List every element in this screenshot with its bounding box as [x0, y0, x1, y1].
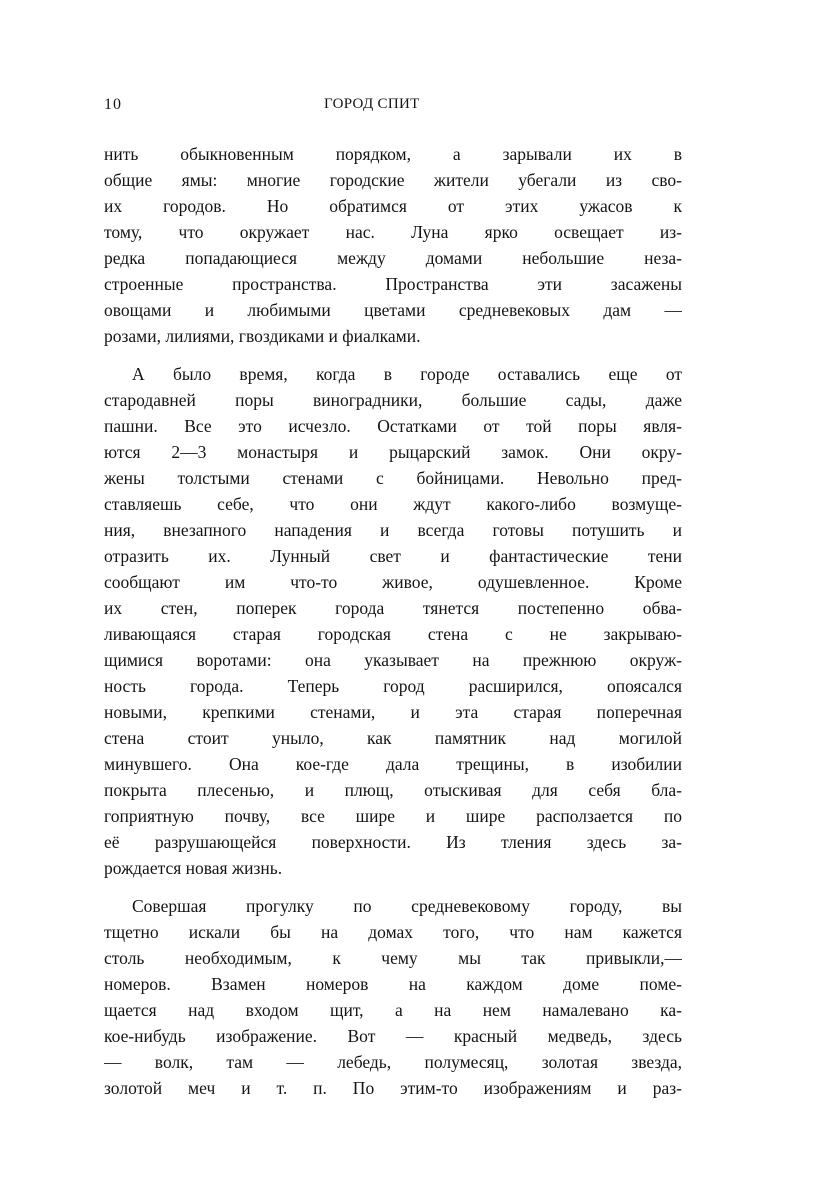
text-line: гоприятную почву, все шире и шире расползается по [104, 806, 682, 826]
text-line: стародавней поры виноградники, большие сады, даже [104, 390, 682, 410]
text-line: отразить их. Лунный свет и фантастические тени [104, 546, 682, 566]
text-line: ются 2—3 монастыря и рыцарский замок. Они окру- [104, 442, 682, 462]
text-line: — волк, там — лебедь, полумесяц, золотая звезда, [104, 1052, 682, 1072]
text-line: ставляешь себе, что они ждут какого-либо возмуще- [104, 494, 682, 514]
text-line: номеров. Взамен номеров на каждом доме поме- [104, 974, 682, 994]
text-line: строенные пространства. Пространства эти засажены [104, 274, 682, 294]
text-line: новыми, крепкими стенами, и эта старая поперечная [104, 702, 682, 722]
text-line: их городов. Но обратимся от этих ужасов к [104, 196, 682, 216]
text-line: минувшего. Она кое-где дала трещины, в изобилии [104, 754, 682, 774]
paragraph-3 [104, 893, 682, 1101]
text-line: тому, что окружает нас. Луна ярко освещает из- [104, 222, 682, 242]
text-line: ливающаяся старая городская стена с не закрываю- [104, 624, 682, 644]
text-line: покрыта плесенью, и плющ, отыскивая для себя бла- [104, 780, 682, 800]
text-line: стена стоит уныло, как памятник над могилой [104, 728, 682, 748]
paragraph-2 [104, 361, 682, 881]
text-line: её разрушающейся поверхности. Из тления здесь за- [104, 832, 682, 852]
text-line: кое-нибудь изображение. Вот — красный медведь, здесь [104, 1026, 682, 1046]
paragraph-1 [104, 141, 682, 349]
text-line: рождается новая жизнь. [104, 858, 283, 878]
text-body [104, 141, 682, 1101]
text-line: сообщают им что-то живое, одушевленное. Кроме [104, 572, 682, 592]
running-title: ГОРОД СПИТ [324, 96, 420, 112]
text-line: Совершая прогулку по средневековому городу, вы [132, 896, 682, 916]
text-line: ния, внезапного нападения и всегда готовы потушить и [104, 520, 682, 540]
text-line: розами, лилиями, гвоздиками и фиалками. [104, 326, 421, 346]
text-line: А было время, когда в городе оставались еще от [132, 364, 682, 384]
page-header [104, 96, 684, 118]
text-line: пашни. Все это исчезло. Остатками от той поры явля- [104, 416, 682, 436]
text-line: золотой меч и т. п. По этим-то изображениям и раз- [104, 1078, 682, 1098]
text-line: нить обыкновенным порядком, а зарывали их в [104, 144, 682, 164]
text-line: их стен, поперек города тянется постепенно обва- [104, 598, 682, 618]
text-line: редка попадающиеся между домами небольшие неза- [104, 248, 682, 268]
text-line: общие ямы: многие городские жители убегали из сво- [104, 170, 682, 190]
text-line: щается над входом щит, а на нем намалевано ка- [104, 1000, 682, 1020]
text-line: ность города. Теперь город расширился, опоясался [104, 676, 682, 696]
text-line: столь необходимым, к чему мы так привыкли,— [104, 948, 682, 968]
text-line: овощами и любимыми цветами средневековых дам — [104, 300, 682, 320]
text-line: тщетно искали бы на домах того, что нам кажется [104, 922, 682, 942]
text-line: жены толстыми стенами с бойницами. Невольно пред- [104, 468, 682, 488]
page-number: 10 [104, 96, 122, 113]
text-line: щимися воротами: она указывает на прежнюю окруж- [104, 650, 682, 670]
